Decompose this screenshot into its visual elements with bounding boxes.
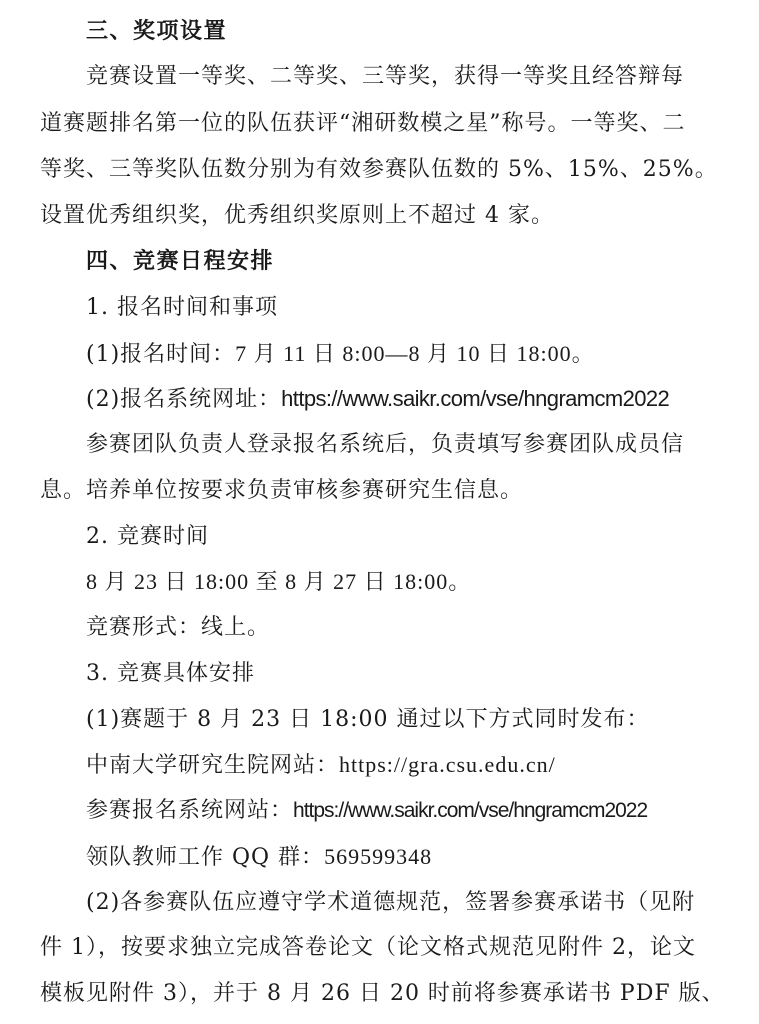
rules-line: 件 1），按要求独立完成答卷论文（论文格式规范见附件 2，论文 (40, 935, 696, 960)
paragraph-line: 等奖、三等奖队伍数分别为有效参赛队伍数的 5%、15%、25%。 (40, 157, 718, 182)
rules-line: 模板见附件 3），并于 8 月 26 日 20 时前将参赛承诺书 PDF 版、 (40, 981, 725, 1006)
rules-line: (2)各参赛队伍应遵守学术道德规范，签署参赛承诺书（见附 (86, 890, 696, 915)
competition-time: 8 月 23 日 18:00 至 8 月 27 日 18:00。 (86, 569, 472, 594)
registration-note-line: 参赛团队负责人登录报名系统后，负责填写参赛团队成员信 (86, 432, 685, 457)
registration-url-label: (2)报名系统网址： (86, 387, 282, 412)
registration-time-value: 7 月 11 日 8:00—8 月 10 日 18:00。 (235, 341, 595, 366)
qq-group-number: 569599348 (324, 844, 433, 869)
paragraph-line: 道赛题排名第一位的队伍获评“湘研数模之星”称号。一等奖、二 (40, 111, 686, 136)
problem-release: (1)赛题于 8 月 23 日 18:00 通过以下方式同时发布： (86, 707, 650, 732)
system-website-label: 参赛报名系统网站： (86, 798, 294, 823)
paragraph-line: 竞赛设置一等奖、二等奖、三等奖，获得一等奖且经答辩每 (86, 64, 685, 89)
subsection-2-title: 2. 竞赛时间 (86, 524, 209, 549)
registration-url-link[interactable]: https://www.saikr.com/vse/hngramcm2022 (281, 386, 670, 411)
csu-website (86, 750, 556, 781)
qq-group-label: 领队教师工作 QQ 群： (86, 845, 325, 870)
registration-time-label: (1)报名时间： (86, 342, 236, 367)
qq-group (86, 842, 432, 873)
section-3-heading: 三、奖项设置 (86, 19, 228, 44)
system-website (86, 796, 647, 826)
registration-time (86, 339, 595, 370)
paragraph-line: 设置优秀组织奖，优秀组织奖原则上不超过 4 家。 (40, 203, 554, 228)
subsection-3-title: 3. 竞赛具体安排 (86, 661, 255, 686)
registration-note-line: 息。培养单位按要求负责审核参赛研究生信息。 (40, 478, 524, 503)
csu-website-label: 中南大学研究生院网站： (86, 753, 340, 778)
registration-url (86, 384, 669, 415)
csu-website-link[interactable]: https://gra.csu.edu.cn/ (339, 752, 556, 777)
competition-format: 竞赛形式：线上。 (86, 615, 271, 640)
system-website-link[interactable]: https://www.saikr.com/vse/hngramcm2022 (293, 799, 648, 822)
subsection-1-title: 1. 报名时间和事项 (86, 295, 278, 320)
section-4-heading: 四、竞赛日程安排 (86, 249, 275, 274)
